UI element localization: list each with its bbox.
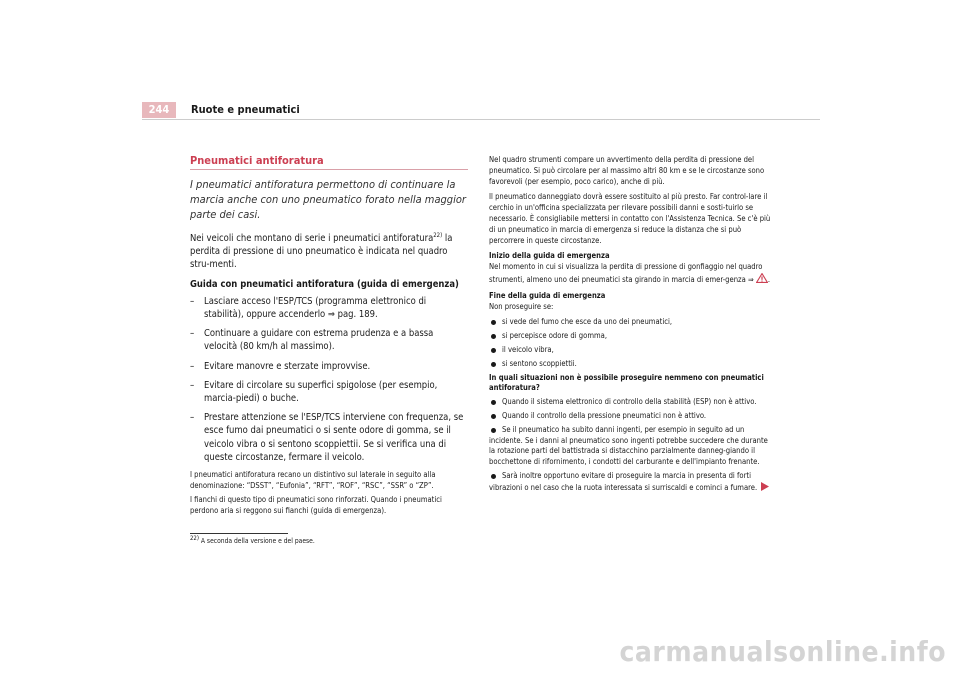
dash-marker: – <box>190 360 195 372</box>
list-item-text: Quando il sistema elettronico di controllo della stabilità (ESP) non è attivo. <box>502 397 757 407</box>
list-item <box>489 425 771 468</box>
list-item <box>190 327 468 353</box>
bullet-list <box>489 317 771 369</box>
footnote-ref: 22) <box>433 231 443 239</box>
footnote-divider <box>190 533 288 534</box>
subheading-emergency-driving: Guida con pneumatici antiforatura (guida di emergenza) <box>190 278 459 290</box>
list-item <box>489 317 771 328</box>
footnote-mark: 22) <box>190 535 199 543</box>
note-paragraph: I fianchi di questo tipo di pneumatici sono rinforzati. Quando i pneumatici perdono aria si reggono sui fianchi (guida di emergenza). <box>190 495 442 515</box>
header-divider <box>142 119 820 120</box>
dash-marker: – <box>190 328 195 340</box>
bullet-icon <box>491 414 496 419</box>
list-item <box>489 359 771 370</box>
bullet-icon <box>491 348 496 353</box>
list-item-text: Se il pneumatico ha subito danni ingenti, per esempio in seguito ad un incidente. Se i danni al pneumatico sono ingenti potrebbe succedere che durante la rotazione parti del battistrada si distacchino parzialmente danneg-giando il bocchettone di rifornimento, i condotti del carburante e dell'impianto frenante. <box>489 424 768 467</box>
section-intro: I pneumatici antiforatura permettono di continuare la marcia anche con uno pneumatico forato nella maggior parte dei casi. <box>190 178 466 221</box>
warning-icon <box>756 273 768 283</box>
running-title: Ruote e pneumatici <box>191 103 300 116</box>
page-number: 244 <box>142 102 176 118</box>
subheading-end-emergency: Fine della guida di emergenza <box>489 290 606 300</box>
list-item-text: Prestare attenzione se l'ESP/TCS interviene con frequenza, se esce fumo dai pneumatici o si sente odore di gomma, se il veicolo vibra o si sentono scoppiettii. Se si verifica una di queste circostanze, fermare il veicolo. <box>204 412 464 463</box>
list-item <box>489 411 771 422</box>
bullet-icon <box>491 320 496 325</box>
list-item-text: Evitare di circolare su superfici spigolose (per esempio, marcia-piedi) o buche. <box>204 379 438 405</box>
subheading-start-emergency: Inizio della guida di emergenza <box>489 251 610 261</box>
dash-marker: – <box>190 295 195 307</box>
list-item <box>190 360 468 373</box>
bullet-icon <box>491 400 496 405</box>
list-item-text: Evitare manovre e sterzate improvvise. <box>204 360 371 372</box>
list-item <box>489 345 771 356</box>
list-item-text: Lasciare acceso l'ESP/TCS (programma elettronico di stabilità), oppure accenderlo ⇒ pag. 189. <box>204 295 427 321</box>
list-item-text: Continuare a guidare con estrema prudenza e a bassa velocità (80 km/h al massimo). <box>204 328 434 353</box>
right-column <box>489 155 771 497</box>
paragraph-text: la perdita di pressione di uno pneumatico è indicata nel quadro stru-menti. <box>190 233 453 271</box>
paragraph: Nel quadro strumenti compare un avvertimento della perdita di pressione del pneumatico. Si può circolare per al massimo altri 80 km e se le circostanze sono favorevoli (per esempio, poco carico), anche di più. <box>489 155 765 186</box>
footnote-text: A seconda della versione e del paese. <box>200 537 315 546</box>
paragraph: Non proseguire se: <box>489 301 554 311</box>
bullet-list <box>489 397 771 493</box>
list-item-text: Quando il controllo della pressione pneumatici non è attivo. <box>502 410 707 420</box>
list-item-text: si vede del fumo che esce da uno dei pneumatici, <box>502 317 673 327</box>
paragraph-intro <box>190 232 468 272</box>
list-item <box>489 471 771 494</box>
watermark: carmanualsonline.info <box>619 635 946 668</box>
page-header <box>142 100 820 120</box>
paragraph: Il pneumatico danneggiato dovrà essere sostituito al più presto. Far control-lare il cerchio in un'officina specializzata per rilevare possibili danni e sosti-tuirlo se necessario. È consigliabile mettersi in contatto con l'Assistenza Tecnica. Se c'è più di un pneumatico in marcia di emergenza si reduce la distanza che si può percorrere in queste circostanze. <box>489 192 771 245</box>
list-item-text: si percepisce odore di gomma, <box>502 331 607 341</box>
dash-marker: – <box>190 379 195 391</box>
instruction-list <box>190 295 468 464</box>
footnote <box>190 537 468 546</box>
subheading-situations: In quali situazioni non è possibile proseguire nemmeno con pneumatici antiforatura? <box>489 372 764 393</box>
left-column <box>190 154 468 546</box>
list-item <box>190 379 468 405</box>
list-item <box>190 411 468 464</box>
list-item-text: il veicolo vibra, <box>502 344 554 354</box>
list-item <box>489 397 771 408</box>
note-paragraph: I pneumatici antiforatura recano un distintivo sul laterale in seguito alla denominazione: “DSST”, “Eufonia”, “RFT”, “ROF”, “RSC”, “SSR” o “ZP”. <box>190 470 436 490</box>
list-item-text: Sarà inoltre opportuno evitare di proseguire la marcia in presenta di forti vibrazioni o nel caso che la ruota interessata si surriscaldi e cominci a fumare. <box>489 470 758 492</box>
paragraph: Nel momento in cui si visualizza la perdita di pressione di gonfiaggio nel quadro strumenti, almeno uno dei pneumatici sta girando in marcia di emer-genza ⇒ . <box>489 262 771 284</box>
continue-arrow-icon <box>761 482 769 491</box>
list-item-text: si sentono scoppiettii. <box>502 358 577 368</box>
dash-marker: – <box>190 412 195 424</box>
bullet-icon <box>491 428 496 433</box>
bullet-icon <box>491 362 496 367</box>
paragraph-text: Nel momento in cui si visualizza la perdita di pressione di gonfiaggio nel quadro strumenti, almeno uno dei pneumatici sta girando in marcia di emer-genza ⇒ <box>489 262 763 284</box>
paragraph-text: Nei veicoli che montano di serie i pneumatici antiforatura <box>190 233 434 244</box>
section-title: Pneumatici antiforatura <box>190 154 468 170</box>
list-item <box>489 331 771 342</box>
bullet-icon <box>491 474 496 479</box>
list-item <box>190 295 468 321</box>
bullet-icon <box>491 334 496 339</box>
